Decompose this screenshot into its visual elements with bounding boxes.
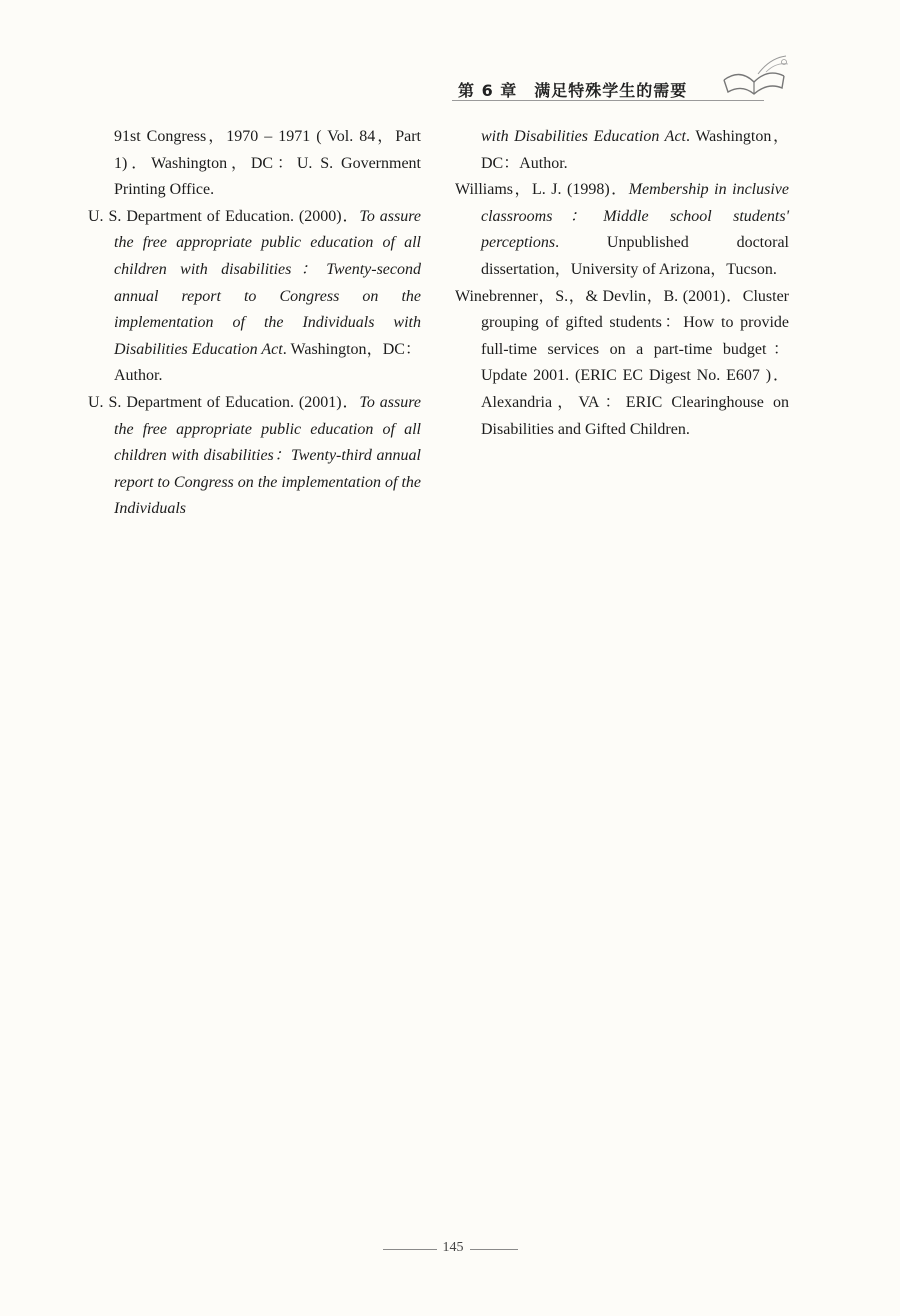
reference-tail: . Washington，DC：Author. [114,340,422,385]
reference-title: To assure the free appropriate public education of all children with disabilities：Twenty-third annual report to Congress on the implementation of the Individuals [114,393,421,518]
reference-tail: . Washington，DC：Author. [481,128,789,172]
reference-entry [455,177,789,283]
reference-entry [88,390,421,523]
chapter-title: 第 6 章 满足特殊学生的需要 [458,81,688,100]
reference-text: Winebrenner，S.，& Devlin，B. (2001)．Cluster grouping of gifted students：How to provide full-time services on a part-time budget：Update 2001. (ERIC EC Digest No. E607 )．Alexandria，VA：ERIC Clearinghouse on Disabilities and Gifted Children. [455,287,789,438]
reference-entry [455,284,789,444]
page-number: 145 [442,1240,464,1255]
reference-tail: . Unpublished doctoral dissertation，University of Arizona，Tucson. [481,234,789,278]
left-column [88,124,421,523]
reference-title: with Disabilities Education Act [481,128,686,145]
right-column [455,124,789,443]
reference-title: Membership in inclusive classrooms：Middle school students' perceptions [481,181,789,252]
open-book-icon [718,52,790,102]
reference-authors: Williams，L. J. (1998)． [455,181,629,199]
reference-text: 91st Congress，1970 – 1971 ( Vol. 84，Part 1)．Washington，DC：U. S. Government Printing Office. [114,128,421,199]
reference-title: To assure the free appropriate public education of all children with disabilities：Twenty-second annual report to Congress on the implementation of the Individuals with Disabilities Education Act [114,207,421,358]
reference-authors: U. S. Department of Education. (2001)． [88,393,360,411]
reference-continuation [88,124,421,204]
footer-ornament-right [470,1249,518,1250]
reference-entry [88,204,421,390]
reference-authors: U. S. Department of Education. (2000)． [88,207,360,225]
reference-continuation [455,124,789,177]
page-footer [360,1240,540,1262]
footer-ornament-left [383,1249,437,1250]
